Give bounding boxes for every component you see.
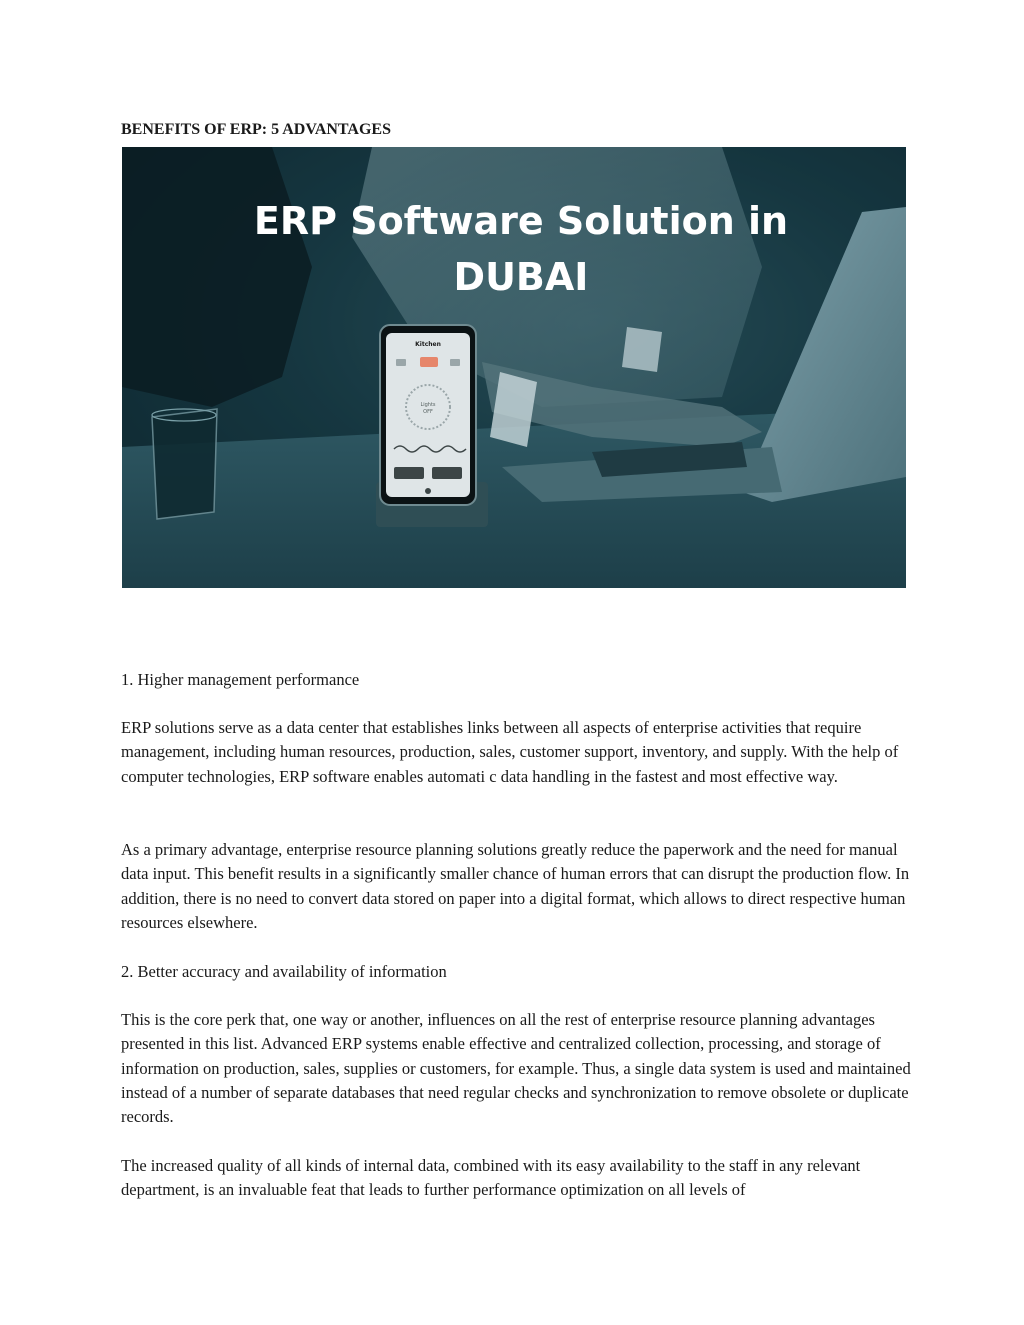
paragraph: This is the core perk that, one way or another, influences on all the rest of enterprise resource planning advantages presented in this list. Advanced ERP systems enable effective and centralized collection, processing, and storage of information on production, sales, supplies or customers, for example. Thus, a single data system is used and maintained instead of a number of separate databases that need regular checks and synchronization to remove obsolete or duplicate records. [121, 1010, 911, 1127]
phone-home-icon [425, 488, 431, 494]
hero-image [122, 147, 906, 588]
lace-cuff-2 [622, 327, 662, 372]
phone-tile-left [396, 359, 406, 366]
section-heading: 2. Better accuracy and availability of information [121, 962, 447, 981]
hero-headline [122, 193, 906, 305]
paragraph: The increased quality of all kinds of internal data, combined with its easy availability to the staff in any relevant department, is an invaluable feat that leads to further performance optimization on all levels of [121, 1156, 861, 1200]
paragraph: ERP solutions serve as a data center that establishes links between all aspects of enterprise activities that require management, including human resources, production, sales, customer support, inventory, and supply. With the help of computer technologies, ERP software enables automati c data handling in the fastest and most effective way. [121, 718, 899, 786]
paragraph: As a primary advantage, enterprise resource planning solutions greatly reduce the paperwork and the need for manual data input. This benefit results in a significantly smaller chance of human errors that can disrupt the production flow. In addition, there is no need to convert data stored on paper into a digital format, which allows to direct respective human resources elsewhere. [121, 840, 910, 932]
phone-screen-title: Kitchen [415, 341, 441, 348]
section-heading: 1. Higher management performance [121, 670, 360, 689]
hero-headline-line1: ERP Software Solution in [253, 199, 789, 243]
phone-widget-right [432, 467, 462, 479]
phone-widget-left [394, 467, 424, 479]
phone-dial-label-2: OFF [423, 409, 433, 415]
hero-headline-line2: DUBAI [453, 255, 589, 299]
phone-active-tile [420, 357, 438, 367]
phone-dial-label-1: Lights [420, 402, 436, 408]
phone-tile-right [450, 359, 460, 366]
document-title: BENEFITS OF ERP: 5 ADVANTAGES [121, 121, 391, 138]
glass-cup [152, 409, 217, 519]
